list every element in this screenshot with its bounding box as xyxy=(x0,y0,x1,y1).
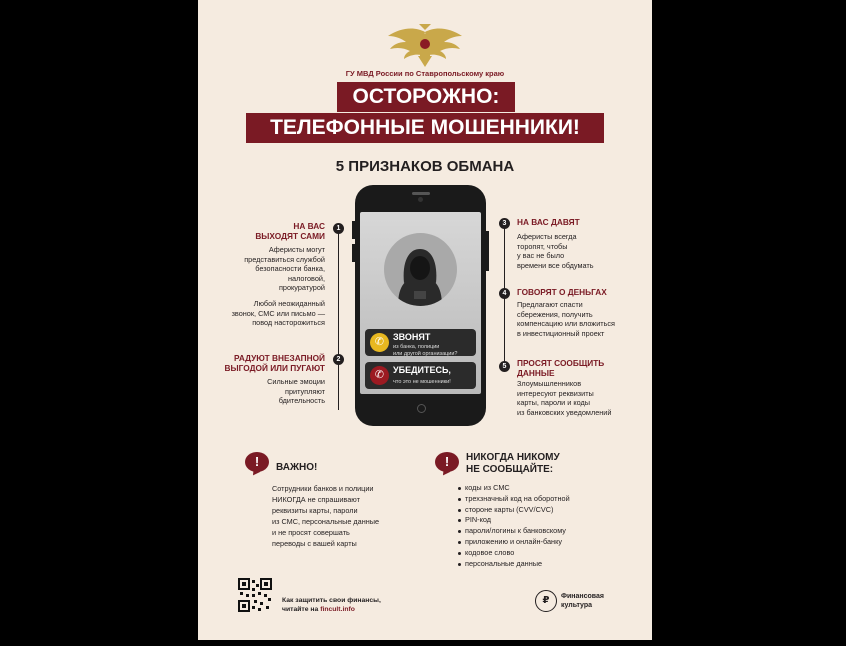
never-title-line: НЕ СООБЩАЙТЕ: xyxy=(466,464,554,475)
title-line-2: ТЕЛЕФОННЫЕ МОШЕННИКИ! xyxy=(246,113,604,143)
phone-screen xyxy=(360,212,481,394)
sign-2-heading xyxy=(225,353,325,373)
text-line: сбережения, получить xyxy=(517,309,593,319)
text-line: и не просят совершать xyxy=(272,528,350,537)
list-item: стороне карты (CVV/CVC) xyxy=(457,505,570,516)
sign-number-3: 3 xyxy=(499,218,510,229)
sign-1-heading xyxy=(255,221,325,241)
sign-5-text xyxy=(517,379,611,417)
text-line: притупляют xyxy=(285,386,325,396)
sign-number-1: 1 xyxy=(333,223,344,234)
sign-5-heading xyxy=(517,358,604,378)
sign-number-5: 5 xyxy=(499,361,510,372)
warning-icon: ! xyxy=(245,452,269,472)
verify-call-panel xyxy=(365,362,476,389)
text-line: звонок, СМС или письмо — xyxy=(231,308,325,318)
text-line: торопят, чтобы xyxy=(517,241,568,251)
logo-line: культура xyxy=(561,602,593,609)
call1-subtitle xyxy=(393,344,458,357)
text-line: представиться службой xyxy=(244,254,325,264)
phone-side-button xyxy=(486,231,489,271)
sign-2-heading-line: РАДУЮТ ВНЕЗАПНОЙ xyxy=(234,353,325,363)
sign-2-text xyxy=(267,377,325,406)
phone-accept-icon: ✆ xyxy=(370,333,389,352)
never-title-line: НИКОГДА НИКОМУ xyxy=(466,452,560,463)
sign-5-heading-line: ПРОСЯТ СООБЩИТЬ xyxy=(517,358,605,368)
list-item: трехзначный код на оборотной xyxy=(457,494,570,505)
sign-5-heading-line: ДАННЫЕ xyxy=(517,368,555,378)
never-title xyxy=(466,452,560,476)
warning-icon: ! xyxy=(435,452,459,472)
text-line: Сильные эмоции xyxy=(267,377,325,386)
text-line: интересуют реквизиты xyxy=(517,388,594,398)
phone-decline-icon: ✆ xyxy=(370,366,389,385)
sign-1-heading-line: ВЫХОДЯТ САМИ xyxy=(255,231,325,241)
text-line: Злоумышленников xyxy=(517,379,582,388)
text-line: Сотрудники банков и полиции xyxy=(272,484,374,493)
sign-number-4: 4 xyxy=(499,288,510,299)
phone-home-indicator xyxy=(417,404,426,413)
sign-2-heading-line: ВЫГОДОЙ ИЛИ ПУГАЮТ xyxy=(224,363,325,373)
sign-number-2: 2 xyxy=(333,354,344,365)
text-line: из банковских уведомлений xyxy=(517,407,612,417)
phone xyxy=(355,185,486,426)
text-line: бдительность xyxy=(278,396,325,405)
text-line: Аферисты всегда xyxy=(517,232,577,241)
sign-1-text xyxy=(244,245,325,293)
sign-1-text-2 xyxy=(232,299,325,328)
phone-speaker xyxy=(412,192,430,195)
list-item: коды из СМС xyxy=(457,483,570,494)
organization-name: ГУ МВД России по Ставропольскому краю xyxy=(345,69,505,78)
call2-subtitle: что это не мошенники! xyxy=(393,379,451,385)
logo-line: Финансовая xyxy=(561,593,604,600)
text-line: реквизиты карты, пароли xyxy=(272,506,358,515)
text-line: Аферисты могут xyxy=(268,245,325,254)
important-title: ВАЖНО! xyxy=(276,462,318,473)
text-line: Предлагают спасти xyxy=(517,300,583,309)
fincult-logo-text xyxy=(561,592,604,610)
text-line: Любой неожиданный xyxy=(253,299,325,308)
incoming-call-panel xyxy=(365,329,476,356)
list-item: приложению и онлайн-банку xyxy=(457,537,570,548)
text-line: у вас не было xyxy=(517,251,565,260)
text-line: НИКОГДА не спрашивают xyxy=(272,495,360,504)
text-line: прокуратурой xyxy=(278,283,325,292)
text-line: безопасности банка, xyxy=(255,264,325,273)
call2-title: УБЕДИТЕСЬ, xyxy=(393,365,451,375)
text-line: повод насторожиться xyxy=(252,318,325,327)
text-line: в инвестиционный проект xyxy=(517,328,605,338)
footer-text xyxy=(282,596,381,614)
list-item: PIN-код xyxy=(457,515,570,526)
call1-subtitle-line: или другой организации? xyxy=(393,350,458,357)
emblem-icon xyxy=(386,22,464,68)
text-line: времени все обдумать xyxy=(517,260,594,270)
qr-code[interactable] xyxy=(238,578,272,612)
text-line: компенсацию или вложиться xyxy=(517,319,616,328)
phone-camera xyxy=(418,197,423,202)
timeline-line-left xyxy=(338,230,339,410)
poster xyxy=(198,0,652,640)
footer-line-2-prefix: читайте на xyxy=(282,606,321,613)
text-line: переводы с вашей карты xyxy=(272,539,357,548)
fincult-link[interactable]: fincult.info xyxy=(320,606,355,613)
sign-4-text xyxy=(517,300,615,338)
call1-subtitle-line: из банка, полиции xyxy=(393,344,440,350)
title-line-1: ОСТОРОЖНО: xyxy=(337,82,515,112)
call1-title: ЗВОНЯТ xyxy=(393,332,431,342)
subtitle: 5 ПРИЗНАКОВ ОБМАНА xyxy=(335,158,515,175)
text-line: налоговой, xyxy=(287,273,325,283)
never-list xyxy=(457,483,570,569)
important-text xyxy=(272,483,379,549)
list-item: пароли/логины к банковскому xyxy=(457,526,570,537)
sign-1-heading-line: НА ВАС xyxy=(293,221,325,231)
sign-3-heading: НА ВАС ДАВЯТ xyxy=(517,217,580,227)
text-line: из СМС, персональные данные xyxy=(272,517,380,526)
footer-line-1: Как защитить свои финансы, xyxy=(282,597,381,604)
sign-3-text xyxy=(517,232,594,270)
hooded-figure-icon xyxy=(384,233,457,306)
ruble-icon: ₽ xyxy=(535,590,557,612)
list-item: кодовое слово xyxy=(457,548,570,559)
footer-line-2 xyxy=(282,605,381,614)
text-line: карты, пароли и коды xyxy=(517,398,591,407)
list-item: персональные данные xyxy=(457,559,570,570)
sign-4-heading: ГОВОРЯТ О ДЕНЬГАХ xyxy=(517,287,607,297)
